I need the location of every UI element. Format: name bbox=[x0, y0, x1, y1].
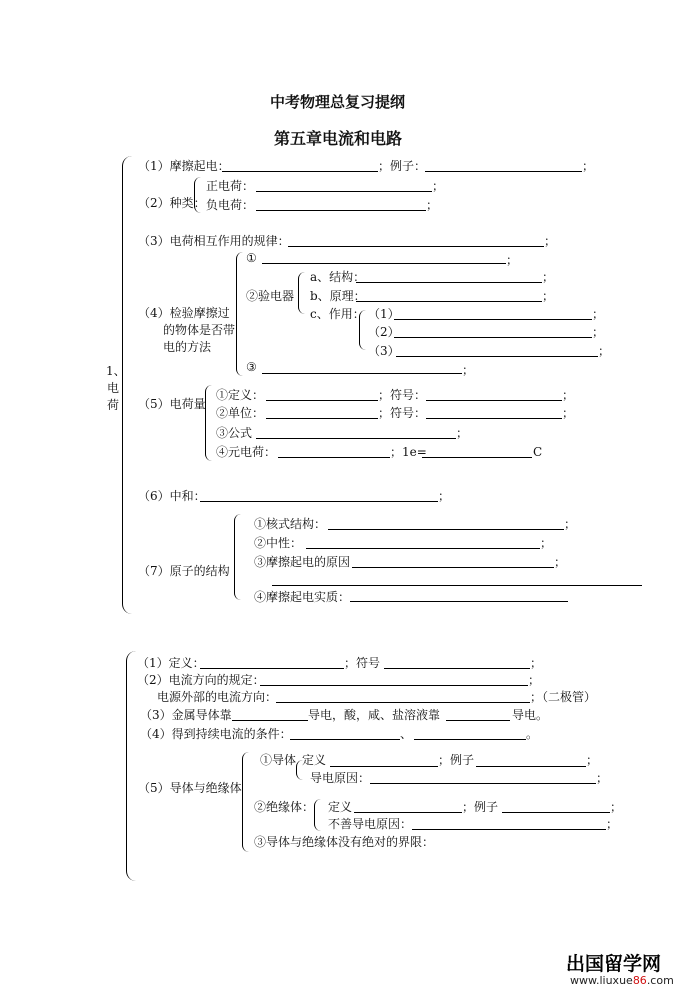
end-mark: ； bbox=[542, 270, 555, 284]
friction-essence-label: ④摩擦起电实质： bbox=[254, 590, 351, 604]
blank-conductor-definition[interactable] bbox=[330, 766, 438, 767]
conductor-definition-label: 定义 bbox=[302, 753, 327, 767]
electroscope-structure-label: a、结构： bbox=[310, 270, 366, 284]
blank-friction-cause[interactable] bbox=[352, 567, 554, 568]
blank-external-direction[interactable] bbox=[276, 702, 530, 703]
blank-conductor-example[interactable] bbox=[476, 766, 586, 767]
diode-note: ；（二极管） bbox=[530, 690, 597, 704]
atom-brace bbox=[234, 514, 245, 600]
conductor-label: ①导体 bbox=[260, 753, 297, 767]
e-equals-label: ；1e= bbox=[390, 445, 427, 459]
blank-elementary-charge[interactable] bbox=[278, 457, 390, 458]
blank-charge-formula[interactable] bbox=[256, 438, 456, 439]
blank-current-symbol[interactable] bbox=[384, 668, 530, 669]
friction-electrification-label: （1）摩擦起电： bbox=[138, 159, 230, 173]
positive-charge-label: 正电荷： bbox=[206, 179, 255, 193]
chapter-title: 第五章电流和电路 bbox=[274, 129, 403, 148]
blank-electroscope-structure[interactable] bbox=[356, 282, 542, 283]
method-3-label: ③ bbox=[246, 360, 257, 374]
blank-interaction-law[interactable] bbox=[288, 246, 544, 247]
blank-insulator-reason[interactable] bbox=[412, 829, 606, 830]
blank-condition-1[interactable] bbox=[290, 739, 400, 740]
charge-formula-label: ③公式 bbox=[216, 426, 253, 440]
section1-brace bbox=[122, 156, 137, 614]
end-mark: ； bbox=[528, 673, 541, 687]
detect-brace bbox=[236, 252, 247, 376]
blank-e-value[interactable] bbox=[422, 457, 532, 458]
continuous-current-label: （4）得到持续电流的条件： bbox=[140, 727, 292, 741]
end-mark: ； bbox=[586, 753, 599, 767]
elementary-charge-label: ④元电荷： bbox=[216, 445, 277, 459]
blank-friction-cause-extra[interactable] bbox=[272, 585, 642, 586]
conductor-insulator-brace bbox=[242, 752, 253, 852]
blank-conductor-reason[interactable] bbox=[370, 783, 596, 784]
interaction-law-label: （3）电荷相互作用的规律： bbox=[138, 234, 290, 248]
current-direction-label: （2）电流方向的规定： bbox=[137, 673, 265, 687]
negative-charge-label: 负电荷： bbox=[206, 198, 255, 212]
end-mark: ； bbox=[426, 198, 439, 212]
metal-conductor-label: （3）金属导体靠 bbox=[140, 708, 232, 722]
end-mark: ； bbox=[462, 363, 475, 377]
electroscope-label: ②验电器 bbox=[246, 289, 295, 303]
end-mark: ； bbox=[456, 426, 469, 440]
no-absolute-boundary-label: ③导体与绝缘体没有绝对的界限： bbox=[254, 835, 435, 849]
watermark-url-part3: .com bbox=[646, 974, 674, 987]
detect-method-line3: 电的方法 bbox=[163, 340, 212, 354]
blank-use-2[interactable] bbox=[394, 337, 592, 338]
blank-method-3[interactable] bbox=[262, 373, 462, 374]
conduct-end-label: 导电。 bbox=[512, 708, 549, 722]
blank-method-1[interactable] bbox=[262, 263, 506, 264]
blank-charge-definition[interactable] bbox=[266, 400, 378, 401]
kinds-brace bbox=[194, 177, 205, 213]
blank-neutralization[interactable] bbox=[200, 501, 438, 502]
example-label: ；例子： bbox=[378, 159, 427, 173]
end-mark: ； bbox=[540, 536, 553, 550]
blank-current-direction[interactable] bbox=[260, 685, 528, 686]
blank-friction[interactable] bbox=[222, 171, 378, 172]
page-title: 中考物理总复习提纲 bbox=[270, 93, 406, 111]
use-1-label: （1） bbox=[368, 307, 400, 321]
solution-conductor-label: 导电，酸，咸、盐溶液靠 bbox=[308, 708, 441, 722]
blank-charge-unit[interactable] bbox=[266, 418, 378, 419]
end-mark: ； bbox=[598, 344, 611, 358]
detect-method-line1: （4）检验摩擦过 bbox=[138, 306, 230, 320]
friction-cause-label: ③摩擦起电的原因 bbox=[254, 555, 351, 569]
charge-symbol-label: ；符号： bbox=[378, 388, 427, 402]
conductor-reason-label: 导电原因： bbox=[310, 771, 371, 785]
watermark-logo: 出国留学网 bbox=[566, 953, 662, 975]
electroscope-brace bbox=[298, 272, 309, 314]
watermark-url bbox=[570, 974, 674, 988]
section1-number: 1、 bbox=[106, 364, 126, 378]
blank-use-1[interactable] bbox=[394, 319, 592, 320]
current-symbol-label: ；符号 bbox=[344, 656, 381, 670]
watermark-url-part2: 86 bbox=[632, 974, 647, 987]
blank-unit-symbol[interactable] bbox=[426, 418, 562, 419]
end-mark: ； bbox=[554, 555, 567, 569]
blank-insulator-example[interactable] bbox=[502, 812, 610, 813]
insulator-brace bbox=[314, 799, 325, 831]
blank-use-3[interactable] bbox=[396, 356, 598, 357]
blank-negative-charge[interactable] bbox=[256, 210, 426, 211]
charge-definition-label: ①定义： bbox=[216, 388, 265, 402]
insulator-example-label: ；例子 bbox=[462, 800, 499, 814]
electroscope-use-label: c、作用： bbox=[310, 307, 365, 321]
end-mark: ； bbox=[564, 517, 577, 531]
end-mark: ； bbox=[544, 234, 557, 248]
watermark-url-part1: www.liuxue bbox=[570, 974, 633, 987]
external-direction-label: 电源外部的电流方向： bbox=[157, 690, 278, 704]
coulomb-unit: C bbox=[533, 445, 543, 459]
blank-charge-symbol[interactable] bbox=[426, 400, 562, 401]
end-mark: ； bbox=[438, 489, 451, 503]
blank-friction-essence[interactable] bbox=[350, 601, 568, 602]
charge-quantity-label: （5）电荷量 bbox=[138, 397, 206, 411]
detect-method-line2: 的物体是否带 bbox=[163, 323, 236, 337]
end-mark: ； bbox=[432, 179, 445, 193]
blank-metal-carrier[interactable] bbox=[232, 720, 308, 721]
end-mark: ； bbox=[592, 307, 605, 321]
end-mark: ； bbox=[592, 325, 605, 339]
nuclear-structure-label: ①核式结构： bbox=[254, 517, 327, 531]
blank-neutral-atom[interactable] bbox=[306, 548, 540, 549]
section1-label-char1: 电 bbox=[107, 381, 120, 395]
current-definition-label: （1）定义： bbox=[137, 656, 205, 670]
conductor-insulator-label: （5）导体与绝缘体 bbox=[138, 781, 242, 795]
insulator-reason-label: 不善导电原因： bbox=[328, 817, 413, 831]
conductor-example-label: ；例子 bbox=[438, 753, 475, 767]
end-mark: ； bbox=[530, 656, 543, 670]
end-mark: ； bbox=[542, 289, 555, 303]
blank-solution-carrier[interactable] bbox=[446, 720, 510, 721]
blank-condition-2[interactable] bbox=[414, 739, 526, 740]
end-mark: ； bbox=[610, 800, 623, 814]
unit-symbol-label: ；符号： bbox=[378, 406, 427, 420]
charge-unit-label: ②单位： bbox=[216, 406, 265, 420]
method-1-label: ① bbox=[246, 251, 257, 265]
neutralization-label: （6）中和： bbox=[138, 489, 206, 503]
kinds-label: （2）种类： bbox=[138, 196, 206, 210]
end-mark: 。 bbox=[526, 727, 539, 741]
end-mark: ； bbox=[562, 388, 575, 402]
insulator-label: ②绝缘体： bbox=[254, 800, 315, 814]
end-mark: ； bbox=[596, 771, 609, 785]
blank-positive-charge[interactable] bbox=[256, 191, 432, 192]
end-mark: ； bbox=[606, 817, 619, 831]
end-mark: ； bbox=[506, 253, 519, 267]
blank-nuclear-structure[interactable] bbox=[328, 529, 564, 530]
use-2-label: （2） bbox=[368, 325, 400, 339]
insulator-definition-label: 定义 bbox=[328, 800, 353, 814]
blank-friction-example[interactable] bbox=[425, 171, 582, 172]
atom-structure-label: （7）原子的结构 bbox=[138, 564, 230, 578]
electroscope-principle-label: b、原理： bbox=[310, 289, 366, 303]
end-mark: ； bbox=[582, 159, 595, 173]
blank-electroscope-principle[interactable] bbox=[356, 301, 542, 302]
separator: 、 bbox=[400, 727, 413, 741]
end-mark: ； bbox=[562, 406, 575, 420]
neutral-atom-label: ②中性： bbox=[254, 536, 303, 550]
section1-label-char2: 荷 bbox=[107, 398, 120, 412]
use-3-label: （3） bbox=[368, 344, 400, 358]
blank-current-definition[interactable] bbox=[200, 668, 344, 669]
charge-quantity-brace bbox=[205, 385, 216, 461]
blank-insulator-definition[interactable] bbox=[354, 812, 462, 813]
